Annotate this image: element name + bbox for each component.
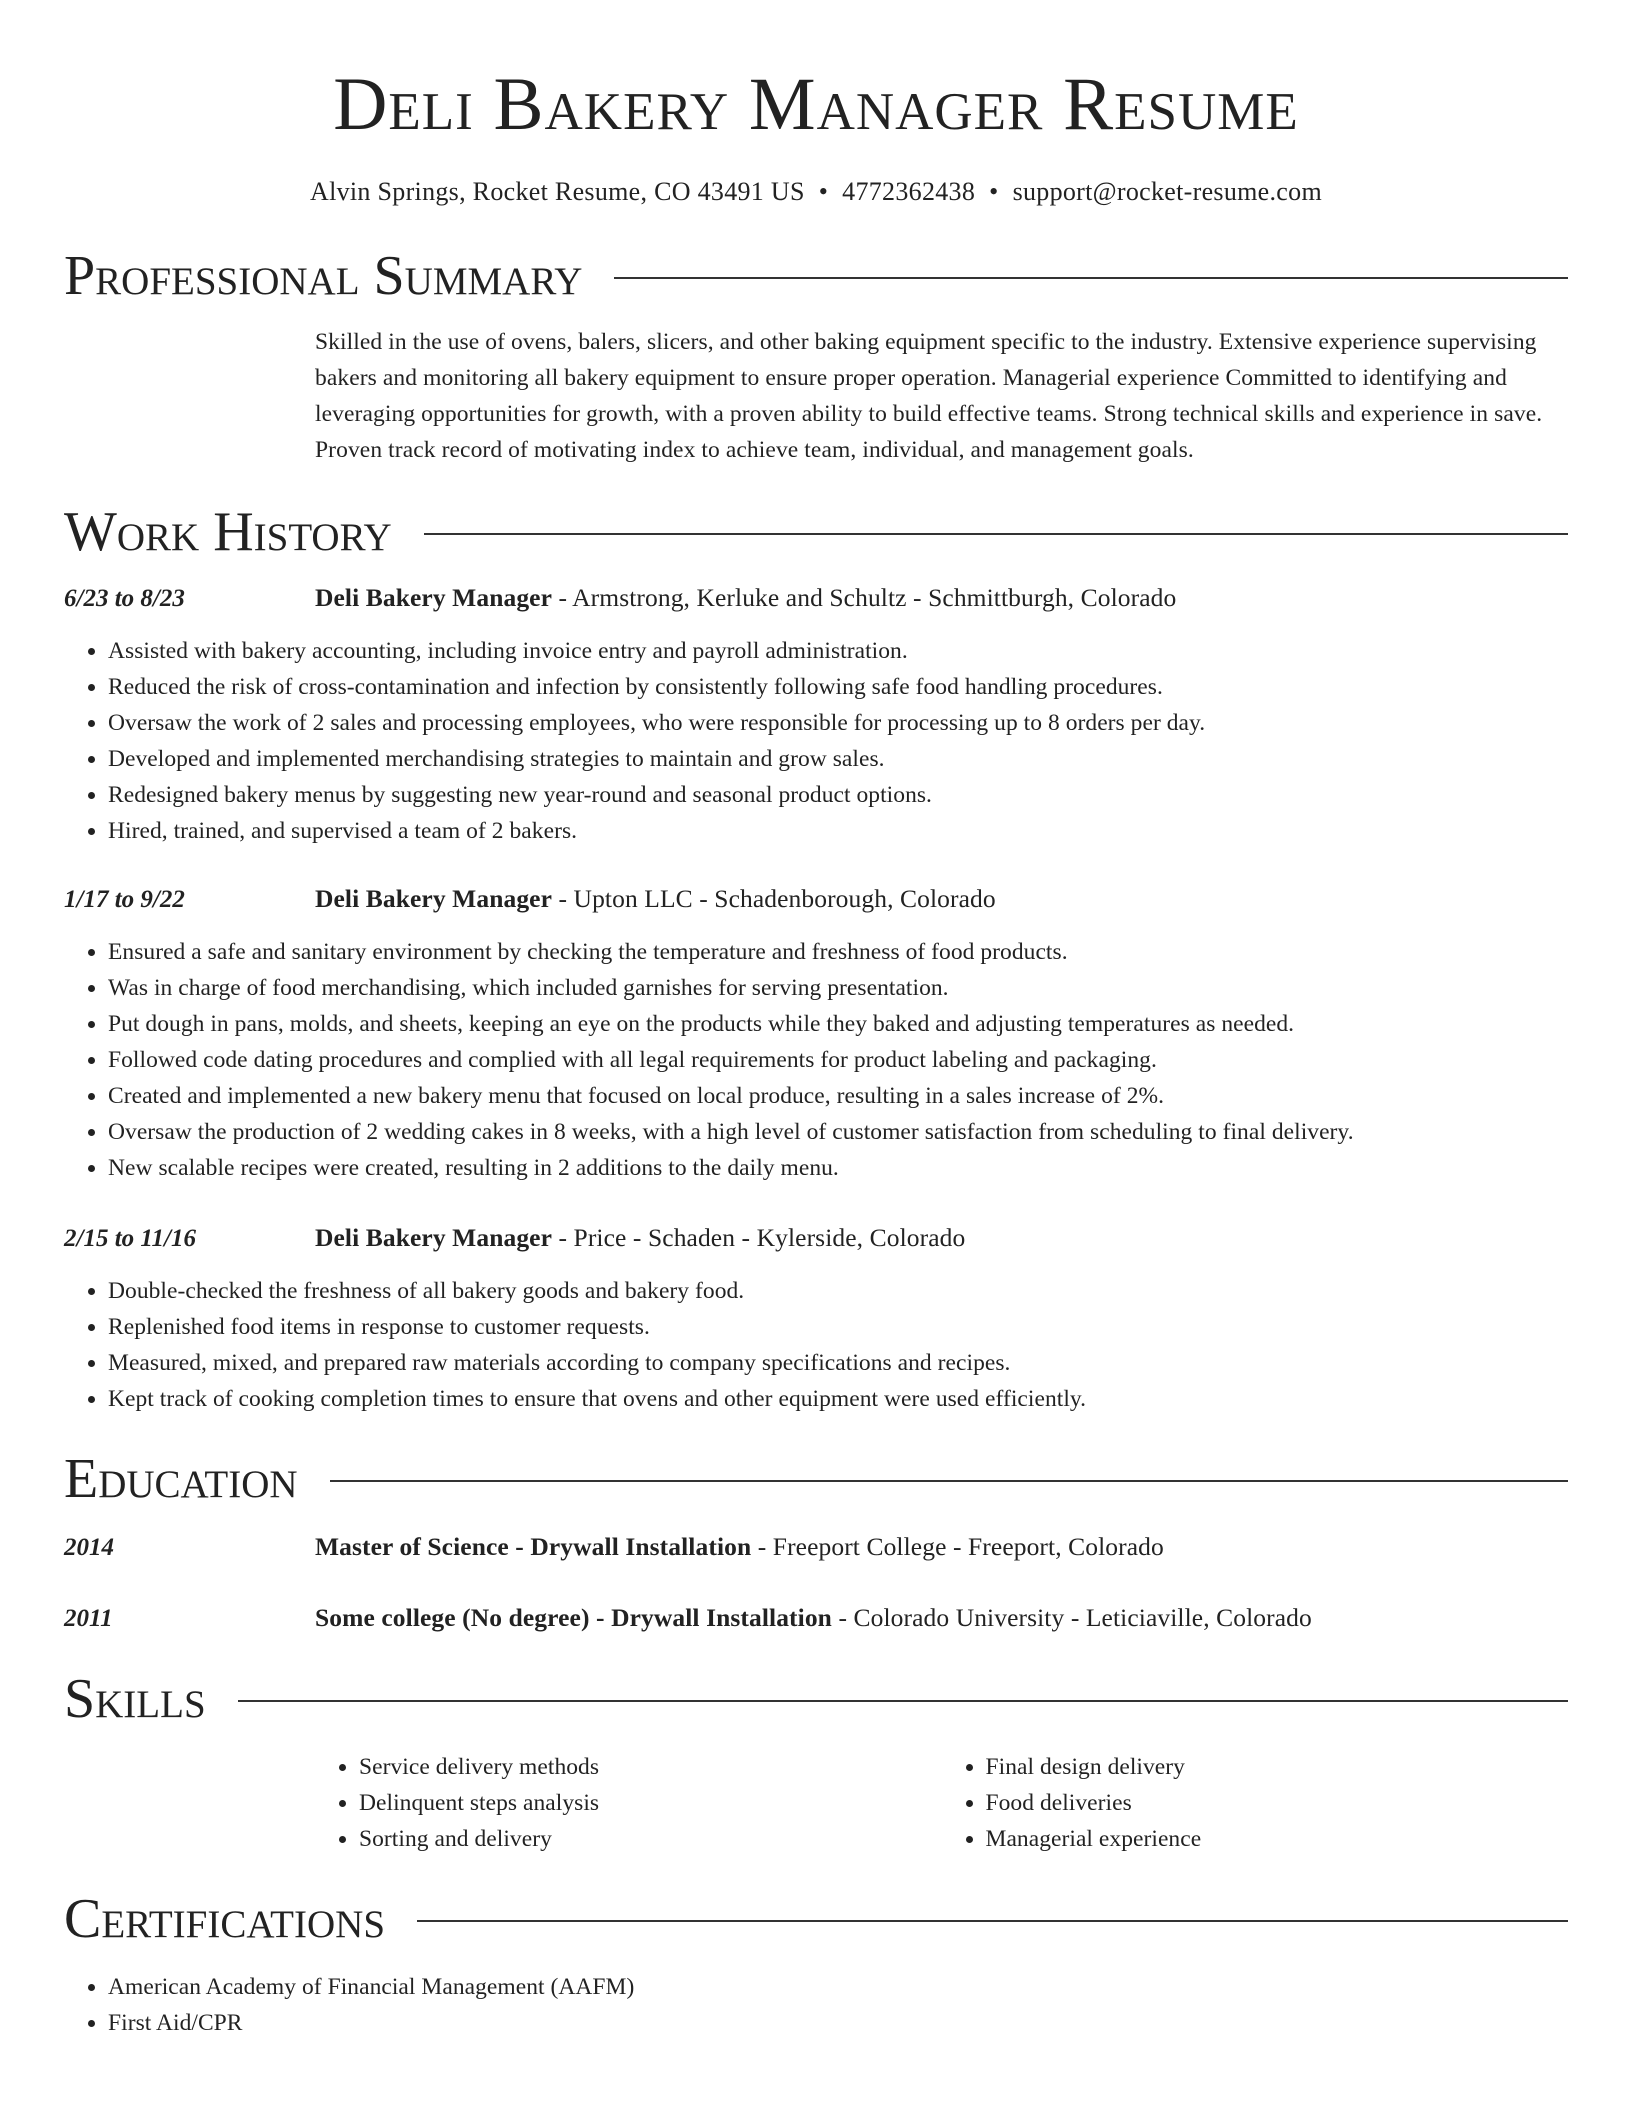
- job-bullet: • Redesigned bakery menus by suggesting new year-round and seasonal product options.: [108, 777, 1568, 813]
- job-bullets: [64, 1273, 1568, 1417]
- job-bullet: • Measured, mixed, and prepared raw materials according to company specifications and recipes.: [108, 1345, 1568, 1381]
- job-header: [64, 1220, 1568, 1257]
- job-header: [64, 580, 1568, 617]
- certification-item: • American Academy of Financial Management (AAFM): [108, 1969, 1568, 2005]
- job-bullet: • Kept track of cooking completion times to ensure that ovens and other equipment were used efficiently.: [108, 1381, 1568, 1417]
- job-date: 1/17 to 9/22: [64, 886, 185, 913]
- skill-item: • Managerial experience: [986, 1821, 1569, 1857]
- skill-item: • Service delivery methods: [359, 1749, 942, 1785]
- education-degree: Some college (No degree) - Drywall Installation: [315, 1603, 832, 1632]
- job-bullet: • Was in charge of food merchandising, which included garnishes for serving presentation.: [108, 970, 1568, 1006]
- skills-list-right: [942, 1749, 1569, 1857]
- job-title: Deli Bakery Manager: [315, 884, 553, 913]
- certifications-section-header: [64, 1887, 1568, 1951]
- section-heading: Education: [64, 1448, 298, 1510]
- job-title: Deli Bakery Manager: [315, 1223, 553, 1252]
- job-bullet: • New scalable recipes were created, resulting in 2 additions to the daily menu.: [108, 1150, 1568, 1186]
- job-bullet: • Followed code dating procedures and complied with all legal requirements for product labeling and packaging.: [108, 1042, 1568, 1078]
- resume-title: Deli Bakery Manager Resume: [333, 63, 1299, 146]
- work-section-header: [64, 500, 1568, 564]
- education-line: [315, 1529, 1164, 1565]
- skills-section-header: [64, 1667, 1568, 1731]
- skill-item: • Final design delivery: [986, 1749, 1569, 1785]
- job-bullets: [64, 633, 1568, 849]
- job-bullet: • Double-checked the freshness of all bakery goods and bakery food.: [108, 1273, 1568, 1309]
- job-title: Deli Bakery Manager: [315, 583, 553, 612]
- job-detail: - Price - Schaden - Kylerside, Colorado: [552, 1223, 966, 1252]
- skills-list-left: [315, 1749, 942, 1857]
- job-bullets: [64, 934, 1568, 1186]
- contact-address: Alvin Springs, Rocket Resume, CO 43491 US: [310, 177, 805, 206]
- job-title-line: [315, 580, 1176, 616]
- job-entry: [64, 1220, 1568, 1417]
- summary-text: Skilled in the use of ovens, balers, slicers, and other baking equipment specific to the industry. Extensive experience supervising bakers and monitoring all bakery equipment to ensure proper operation. Managerial experience Committed to identifying and leveraging opportunities for growth, with a proven ability to build effective teams. Strong technical skills and experience in save. Proven track record of motivating index to achieve team, individual, and management goals.: [315, 329, 1543, 463]
- job-bullet: • Oversaw the work of 2 sales and processing employees, who were responsible for processing up to 8 orders per day.: [108, 705, 1568, 741]
- job-detail: - Armstrong, Kerluke and Schultz - Schmittburgh, Colorado: [552, 583, 1177, 612]
- job-entry: [64, 580, 1568, 849]
- education-year: 2014: [64, 1534, 114, 1561]
- certification-item: • First Aid/CPR: [108, 2005, 1568, 2041]
- job-bullet: • Put dough in pans, molds, and sheets, keeping an eye on the products while they baked and adjusting temperatures as needed.: [108, 1006, 1568, 1042]
- section-divider: [417, 1920, 1568, 1922]
- skill-item: • Sorting and delivery: [359, 1821, 942, 1857]
- contact-line: [64, 176, 1568, 208]
- education-line: [315, 1600, 1312, 1636]
- education-detail: - Freeport College - Freeport, Colorado: [751, 1532, 1164, 1561]
- section-heading: Certifications: [64, 1888, 386, 1950]
- certifications-list: [64, 1969, 1568, 2041]
- job-header: [64, 881, 1568, 918]
- job-bullet: • Developed and implemented merchandising strategies to maintain and grow sales.: [108, 741, 1568, 777]
- job-date: 6/23 to 8/23: [64, 585, 185, 612]
- education-entry: [64, 1600, 1568, 1637]
- contact-phone: 4772362438: [842, 177, 976, 206]
- job-title-line: [315, 1220, 965, 1256]
- education-year: 2011: [64, 1605, 113, 1632]
- education-entry: [64, 1529, 1568, 1566]
- skill-item: • Food deliveries: [986, 1785, 1569, 1821]
- contact-email: support@rocket-resume.com: [1012, 177, 1322, 206]
- job-entry: [64, 881, 1568, 1186]
- education-section-header: [64, 1447, 1568, 1511]
- job-bullet: • Ensured a safe and sanitary environment by checking the temperature and freshness of food products.: [108, 934, 1568, 970]
- job-bullet: • Oversaw the production of 2 wedding cakes in 8 weeks, with a high level of customer satisfaction from scheduling to final delivery.: [108, 1114, 1568, 1150]
- job-bullet: • Reduced the risk of cross-contamination and infection by consistently following safe food handling procedures.: [108, 669, 1568, 705]
- section-divider: [614, 277, 1568, 279]
- contact-separator: •: [818, 177, 829, 206]
- contact-separator: •: [989, 177, 999, 206]
- section-heading: Skills: [64, 1668, 206, 1730]
- skill-item: • Delinquent steps analysis: [359, 1785, 942, 1821]
- skills-columns: [315, 1749, 1568, 1857]
- education-degree: Master of Science - Drywall Installation: [315, 1532, 752, 1561]
- summary-section-header: [64, 244, 1568, 308]
- job-bullet: • Replenished food items in response to customer requests.: [108, 1309, 1568, 1345]
- section-heading: Professional Summary: [64, 245, 583, 307]
- job-title-line: [315, 881, 996, 917]
- job-bullet: • Assisted with bakery accounting, including invoice entry and payroll administration.: [108, 633, 1568, 669]
- education-detail: - Colorado University - Leticiaville, Colorado: [831, 1603, 1312, 1632]
- section-divider: [238, 1700, 1568, 1702]
- job-bullet: • Hired, trained, and supervised a team of 2 bakers.: [108, 813, 1568, 849]
- resume-page: [64, 0, 1568, 2041]
- section-divider: [424, 533, 1568, 535]
- job-bullet: • Created and implemented a new bakery menu that focused on local produce, resulting in a sales increase of 2%.: [108, 1078, 1568, 1114]
- section-divider: [330, 1480, 1568, 1482]
- job-date: 2/15 to 11/16: [64, 1225, 196, 1252]
- section-heading: Work History: [64, 501, 392, 563]
- job-detail: - Upton LLC - Schadenborough, Colorado: [552, 884, 996, 913]
